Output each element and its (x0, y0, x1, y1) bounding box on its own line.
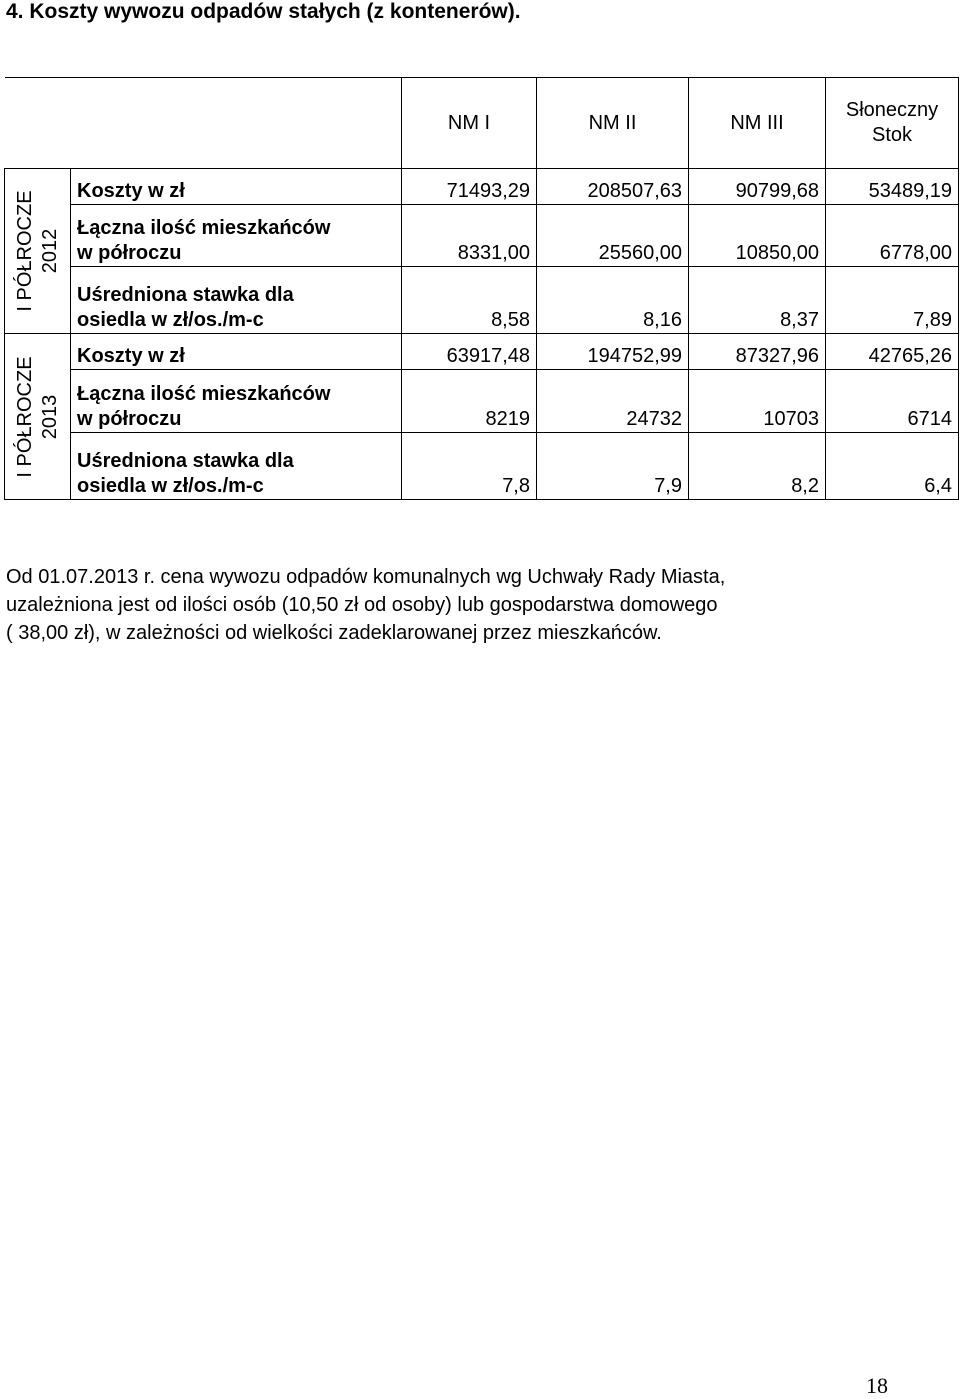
row-label: Koszty w zł (71, 169, 402, 205)
table-cell: 63917,48 (402, 334, 537, 370)
table-row (5, 370, 959, 433)
table-cell: 208507,63 (537, 169, 689, 205)
column-header-nm-3: NM III (689, 78, 826, 169)
row-label: Łączna ilość mieszkańców w półroczu (71, 370, 402, 433)
table-row (5, 205, 959, 267)
table-row (5, 433, 959, 500)
table-cell: 10703 (689, 370, 826, 433)
column-header-nm-2: NM II (537, 78, 689, 169)
table-row (5, 267, 959, 334)
period-label-2013: I PÓŁROCZE 2013 (5, 334, 71, 500)
table-cell: 42765,26 (826, 334, 959, 370)
table-cell: 24732 (537, 370, 689, 433)
table-cell: 25560,00 (537, 205, 689, 267)
table-cell: 8331,00 (402, 205, 537, 267)
row-label: Uśredniona stawka dla osiedla w zł/os./m-c (71, 433, 402, 500)
table-cell: 87327,96 (689, 334, 826, 370)
table-cell: 8,2 (689, 433, 826, 500)
table-cell: 8,58 (402, 267, 537, 334)
table-cell: 71493,29 (402, 169, 537, 205)
column-header-sloneczny-stok: Słoneczny Stok (826, 78, 959, 169)
table-cell: 53489,19 (826, 169, 959, 205)
row-label: Koszty w zł (71, 334, 402, 370)
row-label: Łączna ilość mieszkańców w półroczu (71, 205, 402, 267)
table-cell: 7,9 (537, 433, 689, 500)
table-cell: 8219 (402, 370, 537, 433)
table-cell: 7,8 (402, 433, 537, 500)
header-blank-cell (5, 78, 402, 169)
table-cell: 90799,68 (689, 169, 826, 205)
price-note: Od 01.07.2013 r. cena wywozu odpadów komunalnych wg Uchwały Rady Miasta, uzależniona jest od ilości osób (10,50 zł od osoby) lub gospodarstwa domowego ( 38,00 zł), w zależności od wielkości zadeklarowanej przez mieszkańców. (6, 566, 726, 644)
table-cell: 6778,00 (826, 205, 959, 267)
row-label: Uśredniona stawka dla osiedla w zł/os./m-c (71, 267, 402, 334)
table-row (5, 169, 959, 205)
waste-cost-table (4, 77, 959, 500)
column-header-nm-1: NM I (402, 78, 537, 169)
section-heading: 4. Koszty wywozu odpadów stałych (z kontenerów). (6, 0, 521, 23)
table-cell: 6714 (826, 370, 959, 433)
table-cell: 8,37 (689, 267, 826, 334)
table-cell: 7,89 (826, 267, 959, 334)
table-row (5, 334, 959, 370)
table-header-row (5, 78, 959, 169)
table-cell: 8,16 (537, 267, 689, 334)
table-cell: 10850,00 (689, 205, 826, 267)
period-label-2012: I PÓŁROCZE 2012 (5, 169, 71, 334)
table-cell: 194752,99 (537, 334, 689, 370)
table-cell: 6,4 (826, 433, 959, 500)
page-number: 18 (866, 1373, 888, 1398)
